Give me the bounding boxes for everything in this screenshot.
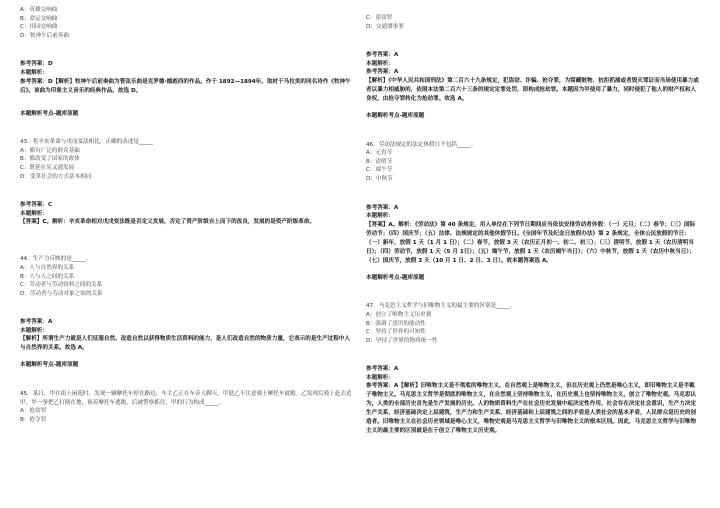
option-a: A：人与自然界的关系: [20, 264, 75, 271]
option-c: C：盗窃罪: [366, 15, 393, 21]
answer-46: 参考答案：A: [366, 204, 399, 211]
analysis-43: 【答案】C。解析：辛亥革命相对戊戌变法既是否定又发展，否定了资产阶级自上而下的改良，发展的是资产阶级革命。: [20, 219, 315, 226]
option-b: B：都改变了国家的政体: [20, 156, 80, 163]
option-a: A：都有广泛的群众基础: [20, 147, 80, 154]
analysis-answer-45: 参考答案：A: [366, 69, 399, 76]
analysis-45: 【解析】《中华人民共和国刑法》第二百六十九条规定，犯盗窃、诈骗、抢夺罪，为窝藏赃物、抗拒抓捕或者毁灭罪证而当场使用暴力或者以暴力相威胁的，依照本法第二百六十三条的规定定罪处罚，即构成抢劫罪。本题因为甲使用了暴力，同时侵犯了他人的财产权和人身权，由抢夺罪转化为抢劫罪。故选 A。: [366, 77, 699, 102]
option-a: A：元宵节: [366, 150, 393, 157]
analysis-label-43: 本题解析：: [20, 210, 48, 217]
question-45-stem: 45．某日，甲在街上闲逛时，发现一辆摩托车停在路边，车主乙正在车旁人聊天，甲趁乙不注意骑上摩托车就跑。乙发现后骑上赶去追甲，甲一拳把乙打倒在地，预着摩托车逃跑，后被警察抓住，甲的行为构成_____。: [20, 391, 352, 406]
analysis-label-45: 本题解析：: [366, 60, 394, 67]
option-b: B：抢夺罪: [20, 416, 47, 423]
answer-44: 参考答案：A: [20, 319, 53, 326]
option-c: C：田园交响曲: [20, 24, 58, 31]
answer-47: 参考答案：A: [366, 366, 399, 373]
option-d: D：牧神午后前奏曲: [20, 32, 70, 39]
option-b: B：命运交响曲: [20, 15, 58, 22]
option-d: D：变革社会的方式基本相同: [20, 173, 92, 180]
source-44: 本题解析考点-题库原题: [20, 362, 79, 369]
left-column: [20, 0, 352, 424]
right-column: [366, 0, 700, 436]
question-44-stem: 44．生产力反映的是_____。: [20, 256, 92, 263]
option-c: C：劳动者与劳动资料之间的关系: [20, 282, 103, 289]
question-46-stem: 46．劳动法规定的法定休假日不包括_____。: [366, 141, 477, 148]
analysis-42: 参考答案：D【解析】牧神午后前奏曲为管弦乐曲是克罗德·德彪西的作品。作于 1892—1894年。取材于马拉美的同名诗作《牧神午后》。该曲为印象主义音乐的经典作品。故选 D。: [20, 78, 351, 94]
option-c: C：坚持了世界的可知性: [366, 329, 426, 336]
source-42: 本题解析考点-题库原题: [20, 110, 79, 117]
answer-42: 参考答案：D: [20, 61, 53, 68]
question-43-stem: 43．将辛亥革命与戊戌变法相比，正确的表述是_____: [20, 139, 153, 146]
option-c: C：既延在宪又通发展: [20, 164, 75, 171]
analysis-label-44: 本题解析：: [20, 327, 48, 334]
source-46: 本题解析考点-题库原题: [366, 274, 425, 281]
analysis-47: 参考答案：A【解析】旧唯物主义是不彻底的唯物主义，在自然观上是唯物主义，但在历史观上仍然是唯心主义，即旧唯物主义是半截子唯物主义。马克思主义哲学是彻底的唯物主义，在自然观上坚持唯物主义，在历史观上也坚持唯物主义，创立了唯物史观。马克思认为，人类的全部历史首先是生产发展的历史。人的物质资料生产在社会历史发展中起决定性作用，社会存在决定社会意识，生产力决定生产关系，经济基础决定上层建筑，生产力和生产关系、经济基础和上层建筑之间的矛盾是人类社会的基本矛盾，人民群众是历史的创造者。旧唯物主义在社会历史领域是唯心主义，唯物史观是马克思主义哲学与旧唯物主义的根本区别。因此，马克思主义哲学与旧唯物主义的最主要的区别就是在于创立了唯物主义历史观。: [366, 383, 697, 435]
option-d: D：劳动者与劳动对象之间的关系: [20, 290, 103, 297]
answer-43: 参考答案：C: [20, 202, 53, 209]
analysis-46: 【答案】A。解析：《劳动法》第 40 条规定，用人单位在下列节日期间应当依法安排劳动者休假：（一）元旦；（二）春节；（三）国际劳动节；（四）国庆节；（五）法律、法规规定的其他休假节日。《全国年节及纪念日放假办法》第 2 条规定，全体公民放假的节日：（一）新年，放假 1 天（1 月 1 日）；（二）春节，放假 3 天（农历正月初一、初二、初三）；（三）清明节，放假 1 天（农历清明当日）；（四）劳动节，放假 1 天（5 月 1日）；（五）端午节，放假 1 天（农历端午当日）；（六）中秋节，放假 1 天（农历中秋当日）；（七）国庆节，放假 3 天（10 月 1 日、2 日、3 日）。故本题答案选 A。: [366, 221, 696, 264]
option-a: A：创立了唯物主义历史观: [366, 311, 432, 318]
analysis-44: 【解析】所谓生产力就是人们征服自然、改造自然以获得物质生活资料的能力，是人们改造自然的物质力量，它表示的是生产过程中人与自然界的关系。故选 A。: [20, 336, 351, 352]
analysis-label-42: 本题解析：: [20, 69, 48, 76]
option-d: D：中秋节: [366, 175, 393, 182]
analysis-label-46: 本题解析：: [366, 213, 394, 220]
question-42-options: [20, 6, 352, 40]
source-45: 本题解析考点-题库原题: [366, 112, 425, 119]
answer-45: 参考答案：A: [366, 52, 399, 59]
option-d: D：坚持了世界的物质统一性: [366, 337, 438, 344]
option-b: B：人与人之间的关系: [20, 273, 75, 280]
analysis-label-47: 本题解析：: [366, 374, 394, 381]
option-b: B：清明节: [366, 158, 393, 165]
option-a: A：抢劫罪: [20, 408, 47, 415]
option-d: D：交通肇事罪: [366, 23, 404, 30]
option-c: C：端午节: [366, 167, 393, 174]
question-47-stem: 47．马克思主义哲学与旧唯物主义的最主要的区别是_____。: [366, 303, 516, 310]
option-a: A：英雄交响曲: [20, 7, 58, 13]
option-b: B：强调了意识的能动性: [366, 320, 426, 327]
